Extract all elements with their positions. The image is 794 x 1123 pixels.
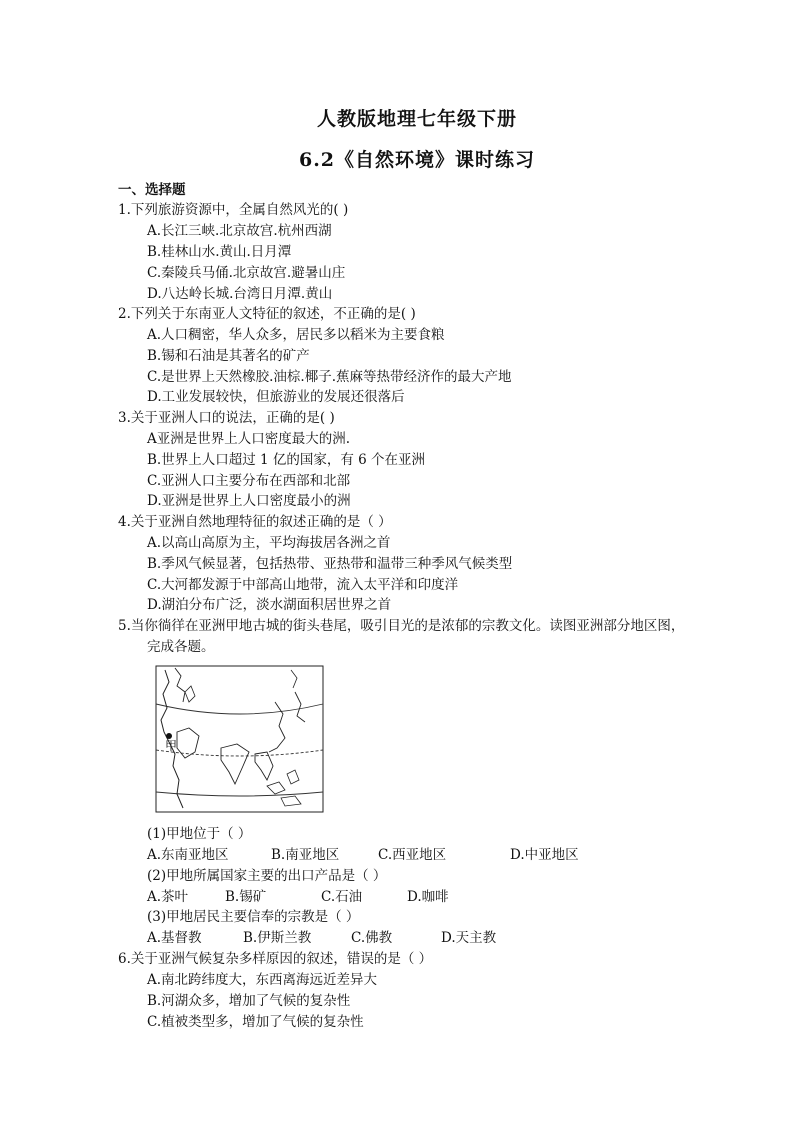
question-5-sub2-stem: (2)甲地所属国家主要的出口产品是（ ） bbox=[147, 868, 387, 884]
question-3-option-d: D.亚洲是世界上人口密度最小的洲 bbox=[147, 493, 351, 509]
question-6-option-c: C.植被类型多，增加了气候的复杂性 bbox=[147, 1014, 364, 1030]
question-3-option-c: C.亚洲人口主要分布在西部和北部 bbox=[147, 473, 351, 489]
document-subtitle: 6.2《自然环境》课时练习 bbox=[298, 149, 536, 171]
question-4-option-b: B.季风气候显著，包括热带、亚热带和温带三种季风气候类型 bbox=[147, 556, 513, 572]
map-frame bbox=[156, 666, 323, 812]
document-title: 人教版地理七年级下册 bbox=[316, 108, 517, 130]
location-jia-label: 甲 bbox=[165, 739, 178, 753]
asia-region-map bbox=[155, 662, 325, 816]
section-heading: 一、选择题 bbox=[118, 182, 186, 198]
islands-3 bbox=[281, 796, 301, 806]
question-4-option-a: A.以高山高原为主，平均海拔居各洲之首 bbox=[147, 535, 391, 551]
question-6-stem: 6.关于亚洲气候复杂多样原因的叙述，错误的是（ ） bbox=[118, 951, 433, 967]
question-4-stem: 4.关于亚洲自然地理特征的叙述正确的是（ ） bbox=[118, 514, 392, 530]
question-5-sub2-option-d: D.咖啡 bbox=[407, 889, 449, 905]
inland-sea bbox=[185, 686, 195, 702]
question-1-option-c: C.秦陵兵马俑.北京故宫.避暑山庄 bbox=[147, 265, 346, 281]
question-6-option-b: B.河湖众多，增加了气候的复杂性 bbox=[147, 993, 351, 1009]
question-1-option-d: D.八达岭长城.台湾日月潭.黄山 bbox=[147, 286, 333, 302]
question-5-sub1-stem: (1)甲地位于（ ） bbox=[147, 826, 252, 842]
coastline-northwest bbox=[175, 668, 185, 702]
question-1-option-b: B.桂林山水.黄山.日月潭 bbox=[147, 244, 292, 260]
question-2-option-d: D.工业发展较快，但旅游业的发展还很落后 bbox=[147, 389, 405, 405]
question-5-sub1-options bbox=[147, 846, 627, 864]
question-2-option-b: B.锡和石油是其著名的矿产 bbox=[147, 348, 310, 364]
islands-2 bbox=[287, 770, 299, 784]
islands-1 bbox=[267, 782, 285, 794]
question-1-stem: 1.下列旅游资源中，全属自然风光的( ) bbox=[118, 202, 349, 218]
question-5-sub3-options bbox=[147, 929, 627, 947]
question-4-option-d: D.湖泊分布广泛，淡水湖面积居世界之首 bbox=[147, 597, 392, 613]
question-5-sub2-option-b: B.锡矿 bbox=[225, 889, 267, 905]
question-2-option-a: A.人口稠密，华人众多，居民多以稻米为主要食粮 bbox=[147, 327, 445, 343]
question-5-sub1-option-a: A.东南亚地区 bbox=[147, 847, 229, 863]
question-5-sub3-option-d: D.天主教 bbox=[441, 930, 497, 946]
question-5-sub3-stem: (3)甲地居民主要信奉的宗教是（ ） bbox=[147, 909, 360, 925]
coastline-east bbox=[269, 702, 285, 752]
question-3-option-b: B.世界上人口超过 1 亿的国家，有 6 个在亚洲 bbox=[147, 452, 426, 468]
question-5-sub2-option-a: A.茶叶 bbox=[147, 889, 189, 905]
latitude-curve-south bbox=[156, 792, 323, 796]
question-5-sub2-option-c: C.石油 bbox=[321, 889, 363, 905]
question-5-sub1-option-d: D.中亚地区 bbox=[510, 847, 579, 863]
question-3-option-a: A亚洲是世界上人口密度最大的洲. bbox=[147, 431, 351, 447]
question-2-option-c: C.是世界上天然橡胶.油棕.椰子.蕉麻等热带经济作的最大产地 bbox=[147, 369, 512, 385]
question-5-stem-continued: 完成各题。 bbox=[147, 639, 215, 655]
question-5-sub3-option-a: A.基督教 bbox=[147, 930, 202, 946]
southeast-asia bbox=[255, 752, 273, 780]
question-4-option-c: C.大河都发源于中部高山地带，流入太平洋和印度洋 bbox=[147, 577, 459, 593]
question-5-sub3-option-c: C.佛教 bbox=[351, 930, 393, 946]
indian-subcontinent bbox=[221, 744, 249, 784]
question-2-stem: 2.下列关于东南亚人文特征的叙述，不正确的是( ) bbox=[118, 306, 416, 322]
coastline-northeast bbox=[291, 670, 297, 688]
question-5-sub2-options bbox=[147, 888, 627, 906]
question-6-option-a: A.南北跨纬度大，东西离海远近差异大 bbox=[147, 972, 378, 988]
question-5-sub1-option-c: C.西亚地区 bbox=[378, 847, 447, 863]
question-1-option-a: A.长江三峡.北京故宫.杭州西湖 bbox=[147, 223, 332, 239]
question-5-sub3-option-b: B.伊斯兰教 bbox=[243, 930, 312, 946]
question-5-stem: 5.当你徜徉在亚洲甲地古城的街头巷尾，吸引目光的是浓郁的宗教文化。读图亚洲部分地区图， bbox=[118, 618, 685, 634]
question-3-stem: 3.关于亚洲人口的说法，正确的是( ) bbox=[118, 410, 335, 426]
question-5-sub1-option-b: B.南亚地区 bbox=[271, 847, 340, 863]
japan-islands bbox=[295, 692, 305, 722]
